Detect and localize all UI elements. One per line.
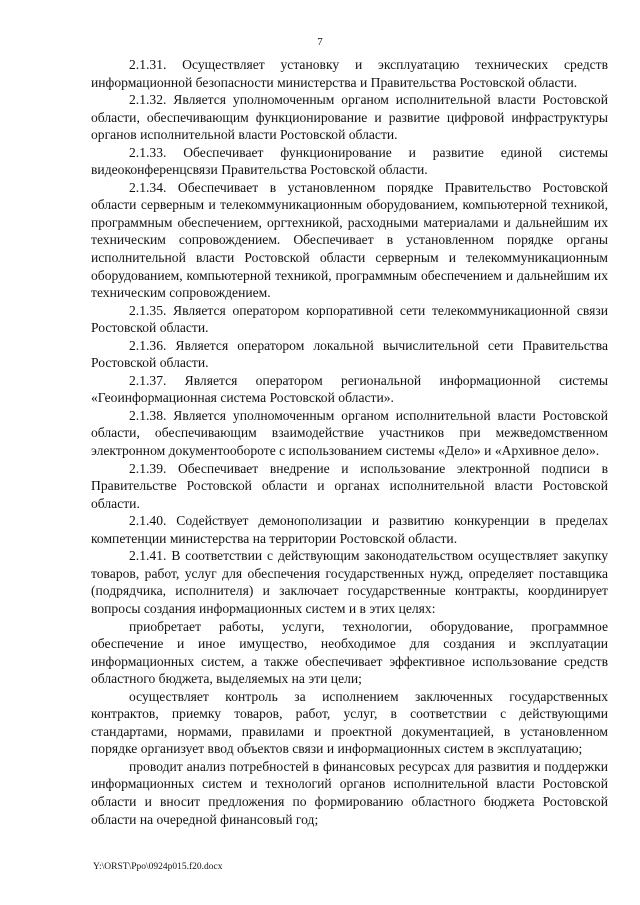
paragraph-2-1-34: 2.1.34. Обеспечивает в установленном порядке Правительство Ростовской области серверным и телекоммуникационным оборудованием, компьютерной техникой, программным обеспечением, оргтехникой, расходными материалами и дальнейшим их техническим сопровождением. Обеспечивает в установленном порядке органы исполнительной власти Ростовской области серверным и телекоммуникационным оборудованием, компьютерной техникой, программным обеспечением и дальнейшим их техническим сопровождением. xyxy=(91,179,608,301)
list-item-acquisition: приобретает работы, услуги, технологии, оборудование, программное обеспечение и иное имущество, необходимое для создания и эксплуатации информационных систем, а также обеспечивает эффективное использование средств областного бюджета, выделяемых на эти цели; xyxy=(91,618,608,687)
paragraph-2-1-35: 2.1.35. Является оператором корпоративной сети телекоммуникационной связи Ростовской области. xyxy=(91,302,608,336)
footer-file-path: Y:\ORST\Ppo\0924p015.f20.docx xyxy=(93,862,223,872)
list-item-financial-analysis: проводит анализ потребностей в финансовых ресурсах для развития и поддержки информационных систем и технологий органов исполнительной власти Ростовской области и вносит предложения по формированию областного бюджета Ростовской области на очередной финансовый год; xyxy=(91,758,608,827)
document-body xyxy=(91,56,608,828)
paragraph-2-1-41: 2.1.41. В соответствии с действующим законодательством осуществляет закупку товаров, работ, услуг для обеспечения государственных нужд, определяет поставщика (подрядчика, исполнителя) и заключает государственные контракты, координирует вопросы создания информационных систем и в этих целях: xyxy=(91,548,608,616)
paragraph-2-1-39: 2.1.39. Обеспечивает внедрение и использование электронной подписи в Правительстве Ростовской области и органах исполнительной власти Ростовской области. xyxy=(91,460,608,511)
page-number: 7 xyxy=(317,36,323,48)
paragraph-2-1-36: 2.1.36. Является оператором локальной вычислительной сети Правительства Ростовской области. xyxy=(91,337,608,371)
list-item-contract-control: осуществляет контроль за исполнением заключенных государственных контрактов, приемку товаров, работ, услуг, в соответствии с действующими стандартами, нормами, правилами и проектной документацией, в установленном порядке организует ввод объектов связи и информационных систем в эксплуатацию; xyxy=(91,688,608,757)
paragraph-2-1-40: 2.1.40. Содействует демонополизации и развитию конкуренции в пределах компетенции министерства на территории Ростовской области. xyxy=(91,513,608,546)
paragraph-2-1-32: 2.1.32. Является уполномоченным органом исполнительной власти Ростовской области, обеспечивающим функционирование и развитие цифровой инфраструктуры органов исполнительной власти Ростовской области. xyxy=(91,92,608,143)
paragraph-2-1-37: 2.1.37. Является оператором региональной информационной системы «Геоинформационная система Ростовской области». xyxy=(91,372,608,406)
paragraph-2-1-33: 2.1.33. Обеспечивает функционирование и развитие единой системы видеоконференцсвязи Правительства Ростовской области. xyxy=(91,144,608,178)
paragraph-2-1-31: 2.1.31. Осуществляет установку и эксплуатацию технических средств информационной безопасности министерства и Правительства Ростовской области. xyxy=(91,57,608,90)
paragraph-2-1-38: 2.1.38. Является уполномоченным органом исполнительной власти Ростовской области, обеспечивающим взаимодействие участников при межведомственном электронном документообороте с использованием системы «Дело» и «Архивное дело». xyxy=(91,407,608,459)
